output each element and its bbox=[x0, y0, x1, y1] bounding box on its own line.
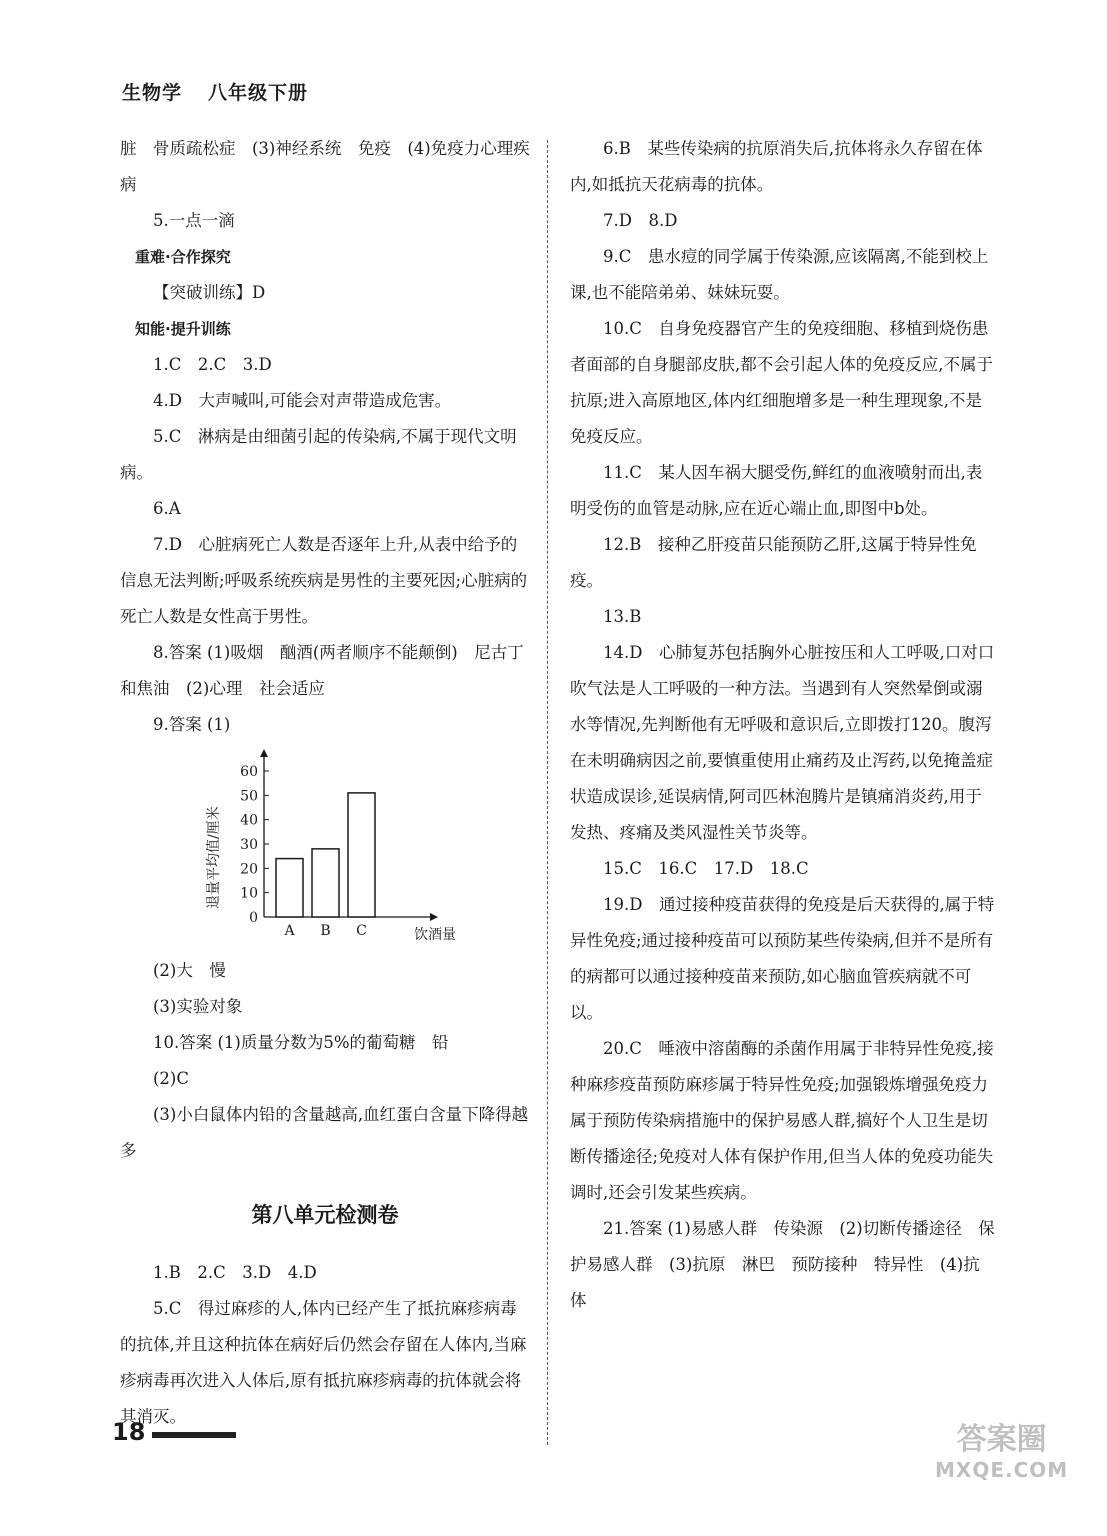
answer-paragraph: 5.一点一滴 bbox=[153, 211, 235, 230]
x-axis-label: 饮酒量 bbox=[414, 927, 456, 943]
y-tick-label: 20 bbox=[240, 861, 258, 878]
section-heading: 重难·合作探究 bbox=[135, 248, 231, 266]
subject-title: 生物学 bbox=[122, 82, 183, 104]
answer-paragraph: 12.B 接种乙肝疫苗只能预防乙肝,这属于特异性免疫。 bbox=[570, 535, 977, 590]
x-tick-label: C bbox=[356, 923, 367, 939]
answer-paragraph: 10.答案 (1)质量分数为5%的葡萄糖 铅 bbox=[153, 1033, 449, 1052]
answer-paragraph: 5.C 得过麻疹的人,体内已经产生了抵抗麻疹病毒的抗体,并且这种抗体在病好后仍然会存留在人体内,当麻疹病毒再次进入人体后,原有抵抗麻疹病毒的抗体就会将其消灭。 bbox=[120, 1299, 527, 1426]
left-column bbox=[120, 131, 530, 1435]
answer-paragraph: 4.D 大声喊叫,可能会对声带造成危害。 bbox=[153, 391, 452, 410]
answer-paragraph: 7.D 8.D bbox=[603, 211, 678, 230]
answer-paragraph: 14.D 心肺复苏包括胸外心脏按压和人工呼吸,口对口吹气法是人工呼吸的一种方法。当遇到有人突然晕倒或溺水等情况,先判断他有无呼吸和意识后,立即拨打120。腹泻在未明确病因之前,要慎重使用止痛药及止泻药,以免掩盖症状造成误诊,延误病情,阿司匹林泡腾片是镇痛消炎药,用于发热、疼痛及类风湿性关节炎等。 bbox=[570, 643, 995, 842]
answer-paragraph: (2)C bbox=[153, 1069, 189, 1088]
running-header bbox=[122, 78, 308, 105]
right-column bbox=[570, 131, 995, 1319]
answer-paragraph: (3)小白鼠体内铅的含量越高,血红蛋白含量下降得越多 bbox=[120, 1105, 529, 1160]
unit-title: 第八单元检测卷 bbox=[251, 1203, 399, 1227]
bar-chart bbox=[192, 747, 512, 947]
answer-paragraph: (2)大 慢 bbox=[153, 961, 226, 980]
answer-paragraph: 脏 骨质疏松症 (3)神经系统 免疫 (4)免疫力心理疾病 bbox=[120, 139, 530, 194]
y-axis-arrow bbox=[260, 749, 268, 757]
x-tick-label: B bbox=[320, 923, 331, 939]
page-number-bar bbox=[152, 1432, 236, 1438]
answer-paragraph: 1.C 2.C 3.D bbox=[153, 355, 272, 374]
column-divider bbox=[547, 140, 548, 1445]
answer-paragraph: 21.答案 (1)易感人群 传染源 (2)切断传播途径 保护易感人群 (3)抗原 淋巴 预防接种 特异性 (4)抗体 bbox=[570, 1219, 995, 1310]
watermark-logo bbox=[935, 1422, 1069, 1485]
answer-paragraph: 1.B 2.C 3.D 4.D bbox=[153, 1263, 317, 1282]
answer-paragraph: 8.答案 (1)吸烟 酗酒(两者顺序不能颠倒) 尼古丁和焦油 (2)心理 社会适应 bbox=[120, 643, 524, 698]
answer-paragraph: 【突破训练】D bbox=[153, 283, 266, 302]
answer-paragraph: 20.C 唾液中溶菌酶的杀菌作用属于非特异性免疫,接种麻疹疫苗预防麻疹属于特异性免疫;加强锻炼增强免疫力属于预防传染病措施中的保护易感人群,搞好个人卫生是切断传播途径;免疫对人体有保护作用,但当人体的免疫功能失调时,还会引发某些疾病。 bbox=[570, 1039, 994, 1202]
y-tick-label: 10 bbox=[240, 885, 258, 902]
answer-paragraph: 15.C 16.C 17.D 18.C bbox=[603, 859, 809, 878]
bar bbox=[348, 793, 375, 917]
y-tick-label: 40 bbox=[240, 812, 258, 829]
answer-paragraph: (3)实验对象 bbox=[153, 997, 243, 1016]
answer-paragraph: 9.答案 (1) bbox=[153, 715, 231, 734]
y-tick-label: 30 bbox=[240, 837, 258, 853]
answer-paragraph: 6.A bbox=[153, 499, 181, 518]
answer-paragraph: 5.C 淋病是由细菌引起的传染病,不属于现代文明病。 bbox=[120, 427, 517, 482]
page-number: 18 bbox=[112, 1418, 146, 1446]
answer-paragraph: 13.B bbox=[603, 607, 642, 626]
bar bbox=[276, 859, 303, 917]
y-axis-label: 退量平均值/厘米 bbox=[206, 806, 222, 909]
answer-paragraph: 11.C 某人因车祸大腿受伤,鲜红的血液喷射而出,表明受伤的血管是动脉,应在近心端止血,即图中b处。 bbox=[570, 463, 983, 518]
x-tick-label: A bbox=[284, 923, 295, 939]
y-tick-label: 50 bbox=[240, 788, 258, 805]
watermark-sub: MXQE.COM bbox=[935, 1458, 1069, 1482]
y-tick-label: 60 bbox=[240, 764, 258, 780]
grade-title: 八年级下册 bbox=[208, 82, 309, 104]
answer-paragraph: 10.C 自身免疫器官产生的免疫细胞、移植到烧伤患者面部的自身腿部皮肤,都不会引起人体的免疫反应,不属于抗原;进入高原地区,体内红细胞增多是一种生理现象,不是免疫反应。 bbox=[570, 319, 993, 446]
answer-paragraph: 6.B 某些传染病的抗原消失后,抗体将永久存留在体内,如抵抗天花病毒的抗体。 bbox=[570, 139, 983, 194]
x-axis-arrow bbox=[430, 913, 438, 921]
bar bbox=[312, 849, 339, 917]
answer-paragraph: 19.D 通过接种疫苗获得的免疫是后天获得的,属于特异性免疫;通过接种疫苗可以预防某些传染病,但并不是所有的病都可以通过接种疫苗来预防,如心脑血管疾病就不可以。 bbox=[570, 895, 995, 1022]
y-tick-label: 0 bbox=[249, 910, 258, 926]
answer-paragraph: 9.C 患水痘的同学属于传染源,应该隔离,不能到校上课,也不能陪弟弟、妹妹玩耍。 bbox=[570, 247, 989, 302]
answer-paragraph: 7.D 心脏病死亡人数是否逐年上升,从表中给予的信息无法判断;呼吸系统疾病是男性的主要死因;心脏病的死亡人数是女性高于男性。 bbox=[120, 535, 528, 626]
watermark-main: 答案圈 bbox=[956, 1422, 1047, 1457]
section-heading: 知能·提升训练 bbox=[135, 320, 231, 338]
